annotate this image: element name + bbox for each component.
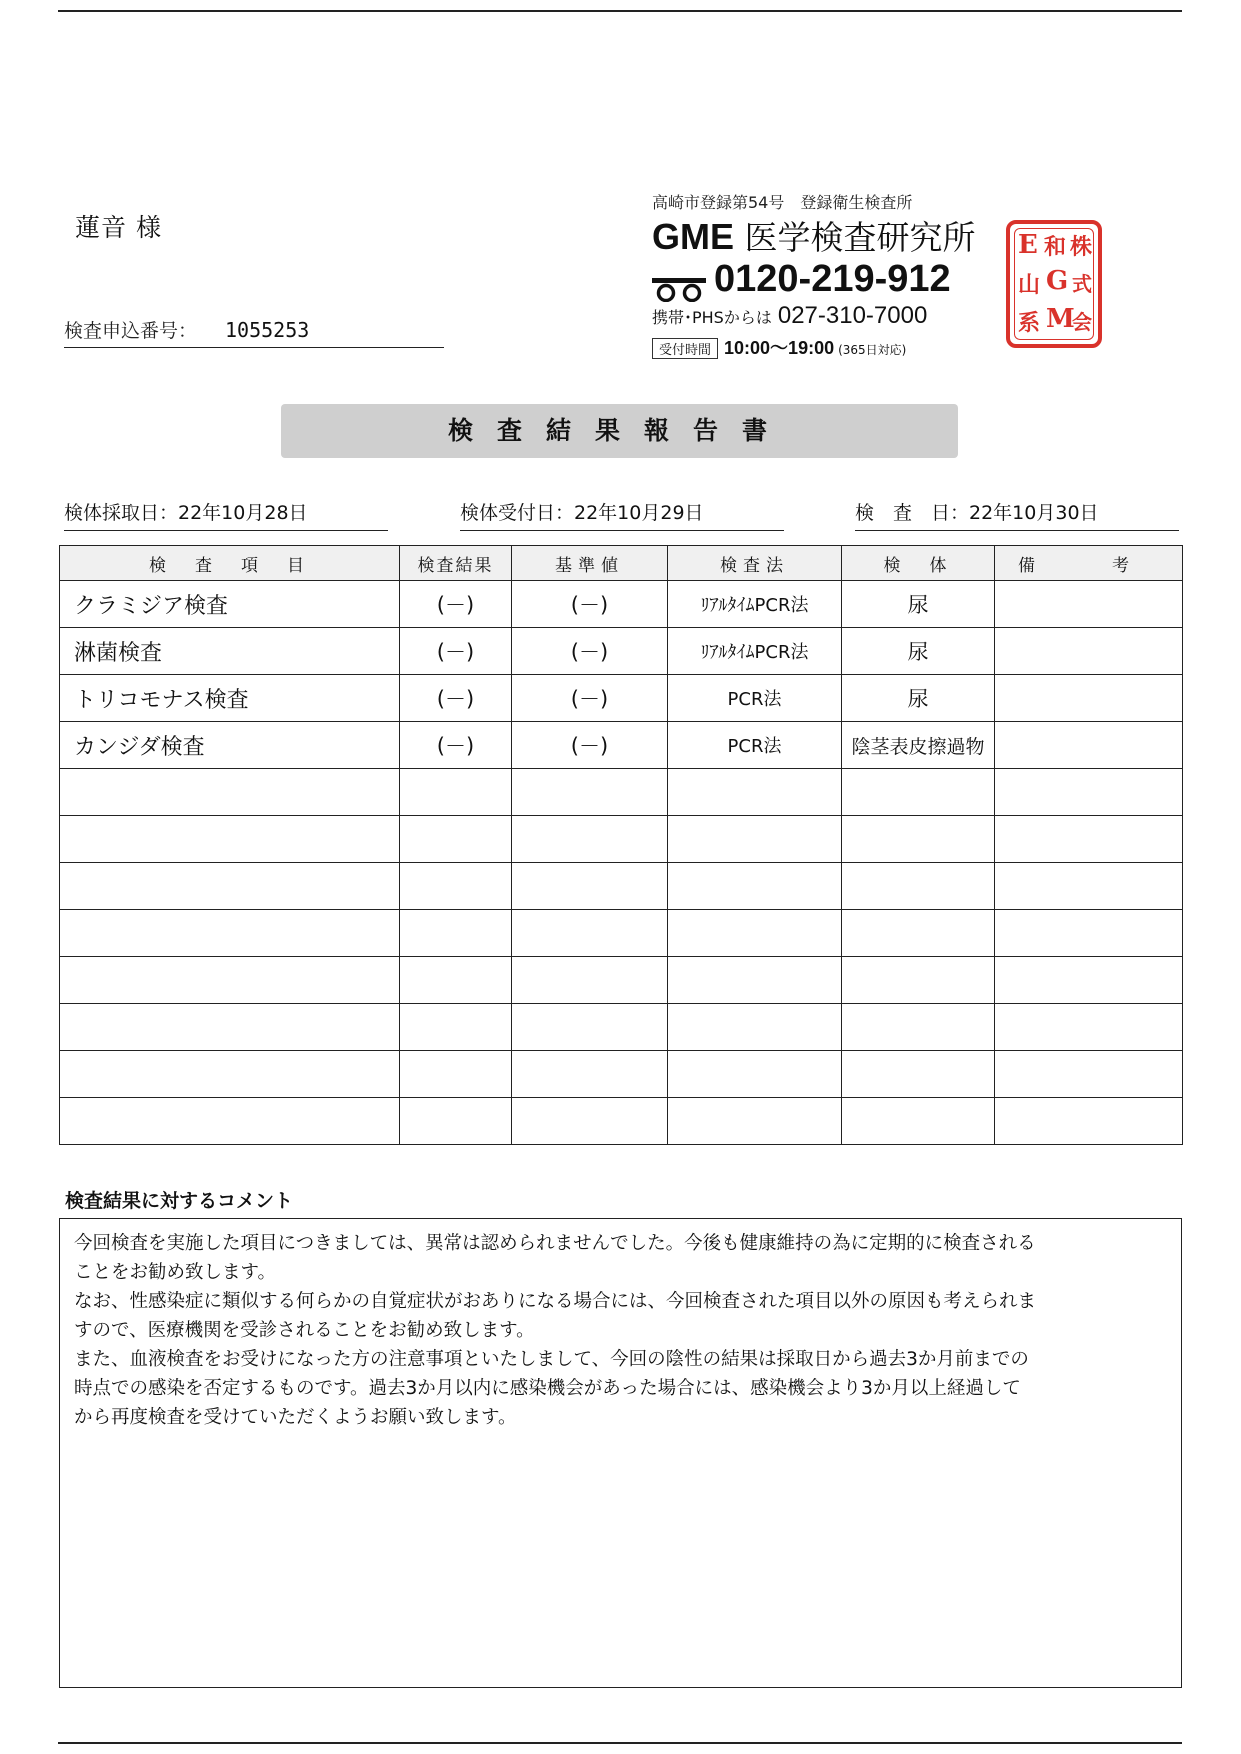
application-number-value: 1055253 — [225, 318, 310, 342]
cell-note — [995, 675, 1183, 722]
header-reference: 基準値 — [512, 546, 668, 581]
empty-row — [60, 910, 1183, 957]
cell-result: (－) — [400, 581, 512, 628]
cell-specimen: 尿 — [842, 675, 995, 722]
mobile-label: 携帯･PHSからは — [652, 308, 772, 327]
lab-name-jp: 医学検査研究所 — [744, 218, 976, 257]
hours-label: 受付時間 — [652, 338, 718, 359]
table-row — [60, 722, 1183, 769]
cell-item: カンジダ検査 — [60, 722, 400, 769]
table-row — [60, 581, 1183, 628]
top-rule — [58, 10, 1182, 12]
cell-specimen: 尿 — [842, 581, 995, 628]
cell-specimen: 陰茎表皮擦過物 — [842, 722, 995, 769]
comment-line: 今回検査を実施した項目につきましては、異常は認められませんでした。今後も健康維持の為に定期的に検査される — [74, 1233, 1036, 1254]
lab-name — [652, 216, 976, 257]
mobile-line — [652, 302, 962, 330]
header-specimen: 検 体 — [842, 546, 995, 581]
cell-result: (－) — [400, 628, 512, 675]
comment-line: すので、医療機関を受診されることをお勧め致します。 — [74, 1320, 535, 1341]
table-row — [60, 628, 1183, 675]
cell-item: クラミジア検査 — [60, 581, 400, 628]
lab-name-en: GME — [652, 216, 735, 257]
cell-item: 淋菌検査 — [60, 628, 400, 675]
recipient-name: 蓮音 様 — [75, 213, 162, 242]
empty-row — [60, 816, 1183, 863]
comment-line: また、血液検査をお受けになった方の注意事項といたしまして、今回の陰性の結果は採取日から過去3か月前までの — [74, 1349, 1029, 1370]
comment-line: なお、性感染症に類似する何らかの自覚症状がおありになる場合には、今回検査された項目以外の原因も考えられま — [74, 1291, 1037, 1312]
bottom-rule — [58, 1742, 1182, 1744]
toll-free — [652, 258, 962, 300]
results-table — [59, 545, 1183, 1145]
reception-hours — [652, 334, 962, 360]
comment-line: から再度検査を受けていただくようお願い致します。 — [74, 1407, 517, 1428]
mobile-number: 027-310-7000 — [777, 302, 928, 329]
cell-method: ﾘｱﾙﾀｲﾑPCR法 — [668, 581, 842, 628]
cell-note — [995, 722, 1183, 769]
cell-method: PCR法 — [668, 675, 842, 722]
table-row — [60, 675, 1183, 722]
cell-reference: (－) — [512, 628, 668, 675]
cell-result: (－) — [400, 675, 512, 722]
table-header-row — [60, 546, 1183, 581]
header-result: 検査結果 — [400, 546, 512, 581]
comment-line: ことをお勧め致します。 — [74, 1262, 277, 1283]
cell-reference: (－) — [512, 581, 668, 628]
cell-reference: (－) — [512, 722, 668, 769]
application-number — [64, 316, 444, 348]
test-date: 検 査 日：22年10月30日 — [855, 498, 1179, 531]
company-seal-icon: E 和 株 山 G 式 系 M 会 — [1006, 220, 1102, 348]
empty-row — [60, 1098, 1183, 1145]
empty-row — [60, 863, 1183, 910]
hours-time: 10:00〜19:00 — [724, 338, 835, 358]
header-note: 備 考 — [995, 546, 1183, 581]
cell-specimen: 尿 — [842, 628, 995, 675]
lab-info — [652, 190, 976, 360]
report-title: 検査結果報告書 — [281, 404, 958, 458]
comment-line: 時点での感染を否定するものです。過去3か月以内に感染機会があった場合には、感染機会より3か月以上経過して — [74, 1378, 1021, 1399]
comment-box — [59, 1218, 1182, 1688]
cell-method: PCR法 — [668, 722, 842, 769]
freedial-icon — [652, 269, 706, 293]
header-item: 検 査 項 目 — [60, 546, 400, 581]
cell-note — [995, 628, 1183, 675]
empty-row — [60, 1051, 1183, 1098]
empty-row — [60, 769, 1183, 816]
received-date: 検体受付日：22年10月29日 — [460, 498, 784, 531]
cell-note — [995, 581, 1183, 628]
cell-reference: (－) — [512, 675, 668, 722]
cell-method: ﾘｱﾙﾀｲﾑPCR法 — [668, 628, 842, 675]
comment-title: 検査結果に対するコメント — [65, 1190, 294, 1212]
cell-result: (－) — [400, 722, 512, 769]
cell-item: トリコモナス検査 — [60, 675, 400, 722]
hours-note: (365日対応) — [838, 343, 907, 357]
toll-free-number: 0120-219-912 — [714, 258, 951, 300]
lab-registration: 高崎市登録第54号 登録衛生検査所 — [652, 193, 913, 212]
application-number-label: 検査申込番号： — [64, 320, 198, 342]
empty-row — [60, 957, 1183, 1004]
collection-date: 検体採取日：22年10月28日 — [64, 498, 388, 531]
empty-row — [60, 1004, 1183, 1051]
header-method: 検査法 — [668, 546, 842, 581]
